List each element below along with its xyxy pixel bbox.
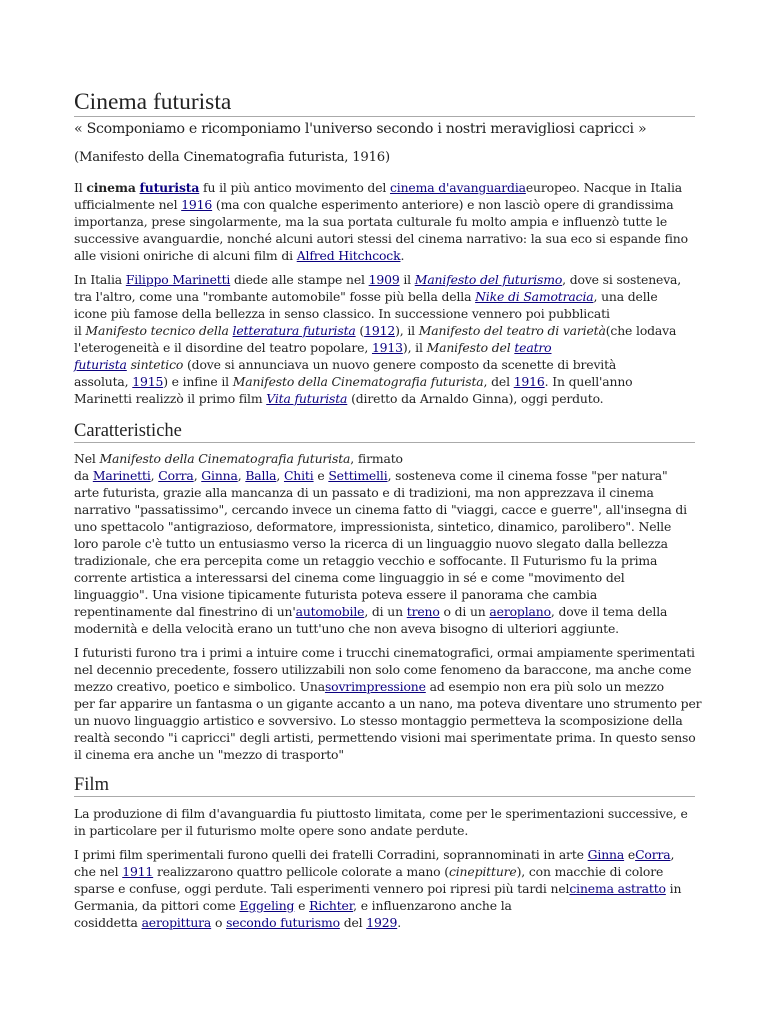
carat-line: modernità e della velocità erano un tutt'uno che non aveva bisogno di ulteriori aggiunte.: [74, 621, 619, 636]
film-line: La produzione di film d'avanguardia fu piuttosto limitata, come per le sperimentazioni successive, e: [74, 806, 688, 821]
text: da: [74, 468, 93, 483]
text: o: [211, 915, 227, 930]
link-eggeling[interactable]: Eggeling: [239, 898, 295, 913]
text: (ma con qualche esperimento anteriore) e non lasciò opere di grandissima: [212, 197, 674, 212]
text: Il: [74, 180, 87, 195]
link-futurista-2[interactable]: futurista: [74, 357, 127, 372]
text: , dove si sosteneva,: [562, 272, 682, 287]
text: ,: [193, 468, 202, 483]
link-1916[interactable]: 1916: [181, 197, 213, 212]
carat-line: un nuovo linguaggio artistico e sovversivo. Lo stesso montaggio permetteva la scomposizione della: [74, 713, 683, 728]
text: tra l'altro, come una "rombante automobile" fosse più bella della: [74, 289, 476, 304]
text: diede alle stampe nel: [230, 272, 369, 287]
text: , dove il tema della: [550, 604, 668, 619]
link-balla[interactable]: Balla: [245, 468, 277, 483]
text: realizzarono quattro pellicole colorate a mano (: [153, 864, 449, 879]
italic-term: cinepitture: [448, 864, 517, 879]
text: Germania, da pittori come: [74, 898, 240, 913]
text: mezzo creativo, poetico e simbolico. Una: [74, 679, 325, 694]
carat-line: I futuristi furono tra i primi a intuire come i trucchi cinematografici, ormai ampiamente sperimentati: [74, 645, 695, 660]
text: che nel: [74, 864, 123, 879]
link-aeropittura[interactable]: aeropittura: [141, 915, 212, 930]
film-line: [74, 914, 401, 931]
history-line: [74, 339, 552, 356]
history-line: icone più famose della bellezza in senso classico. In successione vennero poi pubblicati: [74, 306, 610, 321]
history-line: [74, 322, 676, 339]
link-ginna-2[interactable]: Ginna: [587, 847, 625, 862]
carat-line: narrativo "passatissimo", cercando invece un cinema fatto di "viaggi, cacce e guerre", all'insegna di: [74, 502, 687, 517]
text: Marinetti realizzò il primo film: [74, 391, 267, 406]
carat-line: loro parole c'è tutto un entusiasmo verso la ricerca di un linguaggio nuovo slegato dalla bellezza: [74, 536, 668, 551]
text: , e influenzarono anche la: [353, 898, 512, 913]
carat-line: [74, 467, 668, 484]
link-chiti[interactable]: Chiti: [283, 468, 314, 483]
text: del: [339, 915, 367, 930]
intro-line: successive avanguardie, nonché alcuni autori stessi del cinema narrativo: la sua eco si espande fino: [74, 231, 688, 246]
link-1915[interactable]: 1915: [132, 374, 164, 389]
link-sovrimpressione[interactable]: sovrimpressione: [324, 679, 426, 694]
intro-line: [74, 247, 404, 264]
text: sparse e confuse, oggi perdute. Tali esperimenti vennero poi ripresi più tardi nel: [74, 881, 570, 896]
link-richter[interactable]: Richter: [309, 898, 354, 913]
intro-line: importanza, prese singolarmente, ma la sua portata culturale fu molto ampia e influenzò tutte le: [74, 214, 668, 229]
carat-line: corrente artistica a interessarsi del cinema come linguaggio in sé e come "movimento del: [74, 570, 625, 585]
link-treno[interactable]: treno: [406, 604, 440, 619]
link-secondo-futurismo[interactable]: secondo futurismo: [226, 915, 340, 930]
text: I primi film sperimentali furono quelli dei fratelli Corradini, soprannominati in arte: [74, 847, 588, 862]
text: l'eterogeneità e il disordine del teatro popolare,: [74, 340, 372, 355]
page-title: Cinema futurista: [74, 87, 695, 117]
epigraph-quote: « Scomponiamo e ricomponiamo l'universo secondo i nostri meravigliosi capricci »: [74, 121, 647, 137]
film-line: [74, 863, 663, 880]
text: ,: [670, 847, 675, 862]
text: ufficialmente nel: [74, 197, 182, 212]
carat-line: per far apparire un fantasma o un gigante accanto a un nano, ma poteva diventare uno strumento per: [74, 696, 702, 711]
text: assoluta,: [74, 374, 133, 389]
text: , del: [483, 374, 514, 389]
text: ), con macchie di colore: [516, 864, 664, 879]
italic-title: sintetico: [126, 357, 184, 372]
link-futurista[interactable]: futurista: [139, 180, 200, 195]
history-line: [74, 373, 632, 390]
italic-title: Manifesto tecnico della: [85, 323, 233, 338]
link-cinema-astratto[interactable]: cinema astratto: [569, 881, 666, 896]
link-vita-futurista[interactable]: Vita futurista: [266, 391, 348, 406]
text: , firmato: [350, 451, 403, 466]
film-line: in particolare per il futurismo molte opere sono andate perdute.: [74, 823, 469, 838]
text: Nel: [74, 451, 100, 466]
link-1911[interactable]: 1911: [122, 864, 154, 879]
text: ) e infine il: [163, 374, 233, 389]
text: ,: [276, 468, 284, 483]
text: .: [400, 248, 405, 263]
intro-line: [74, 196, 673, 213]
history-line: [74, 390, 603, 407]
text: in: [665, 881, 682, 896]
link-teatro[interactable]: teatro: [514, 340, 552, 355]
text: repentinamente dal finestrino di un': [74, 604, 296, 619]
carat-line: arte futurista, grazie alla mancanza di un passato e di tradizioni, ma non apprezzava il cinema: [74, 485, 654, 500]
text: , sosteneva come il cinema fosse "per natura": [387, 468, 668, 483]
text: (dove si annunciava un nuovo genere composto da scenette di brevità: [183, 357, 617, 372]
carat-line: realtà secondo "i capricci" degli artisti, permettendo visioni mai sperimentate prima. In questo senso: [74, 730, 696, 745]
link-ginna[interactable]: Ginna: [201, 468, 238, 483]
text: ,: [150, 468, 159, 483]
film-line: [74, 846, 674, 863]
link-manifesto-futurismo[interactable]: Manifesto del futurismo: [414, 272, 563, 287]
section-heading-caratteristiche: Caratteristiche: [74, 420, 695, 443]
text: (diretto da Arnaldo Ginna), oggi perduto.: [347, 391, 604, 406]
link-corra[interactable]: Corra: [158, 468, 194, 483]
italic-title: Manifesto della Cinematografia futurista: [99, 451, 351, 466]
italic-title: Manifesto della Cinematografia futurista: [232, 374, 484, 389]
text: . In quell'anno: [544, 374, 633, 389]
link-letteratura-futurista[interactable]: letteratura futurista: [232, 323, 356, 338]
history-line: [74, 356, 616, 373]
text: .: [397, 915, 401, 930]
text: ), il: [395, 323, 419, 338]
text: alle visioni oniriche di alcuni film di: [74, 248, 297, 263]
history-line: [74, 271, 681, 288]
text: ad esempio non era più solo un mezzo: [425, 679, 664, 694]
carat-line: [74, 603, 667, 620]
carat-line: nel decennio precedente, fossero utilizzabili non solo come fenomeno da baraccone, ma anche come: [74, 662, 692, 677]
italic-title: Manifesto del: [426, 340, 515, 355]
text: , una delle: [593, 289, 658, 304]
text: (: [355, 323, 365, 338]
text: e: [294, 898, 310, 913]
film-line: [74, 880, 681, 897]
link-nike-samotracia[interactable]: Nike di Samotracia: [475, 289, 594, 304]
carat-line: [74, 450, 403, 467]
text: e: [624, 847, 636, 862]
link-automobile[interactable]: automobile: [295, 604, 365, 619]
link-1913[interactable]: 1913: [371, 340, 403, 355]
section-heading-film: Film: [74, 774, 695, 797]
link-marinetti[interactable]: Marinetti: [92, 468, 151, 483]
carat-line: [74, 678, 664, 695]
text: e: [313, 468, 329, 483]
carat-line: linguaggio". Una visione tipicamente futurista poteva essere il panorama che cambia: [74, 587, 598, 602]
link-1916-b[interactable]: 1916: [513, 374, 545, 389]
text: (che lodava: [605, 323, 677, 338]
italic-title: Manifesto del teatro di varietà: [418, 323, 606, 338]
bold-term: cinema: [86, 180, 136, 195]
link-1909[interactable]: 1909: [368, 272, 400, 287]
link-1929[interactable]: 1929: [366, 915, 398, 930]
carat-line: uno spettacolo "antigrazioso, deformatore, impressionista, sintetico, dinamico, parolibero". Nelle: [74, 519, 672, 534]
link-aeroplano[interactable]: aeroplano: [489, 604, 551, 619]
link-filippo-marinetti[interactable]: Filippo Marinetti: [125, 272, 231, 287]
intro-line: [74, 179, 682, 196]
text: europeo. Nacque in Italia: [525, 180, 683, 195]
carat-line: il cinema era anche un "mezzo di trasporto": [74, 747, 344, 762]
link-settimelli[interactable]: Settimelli: [328, 468, 388, 483]
link-alfred-hitchcock[interactable]: Alfred Hitchcock: [296, 248, 401, 263]
text: In Italia: [74, 272, 126, 287]
link-cinema-avanguardia[interactable]: cinema d'avanguardia: [389, 180, 526, 195]
text: o di un: [439, 604, 490, 619]
text: ), il: [402, 340, 427, 355]
text: , di un: [364, 604, 407, 619]
text: il: [74, 323, 86, 338]
text: il: [399, 272, 415, 287]
text: cosiddetta: [74, 915, 142, 930]
text: fu il più antico movimento del: [199, 180, 390, 195]
text: ,: [237, 468, 246, 483]
epigraph-source: (Manifesto della Cinematografia futurista, 1916): [74, 150, 390, 165]
film-line: [74, 897, 512, 914]
carat-line: tradizionale, che era percepita come un retaggio vecchio e soffocante. Il Futurismo fu la prima: [74, 553, 658, 568]
history-line: [74, 288, 658, 305]
link-1912[interactable]: 1912: [364, 323, 396, 338]
link-corra-2[interactable]: Corra: [635, 847, 671, 862]
